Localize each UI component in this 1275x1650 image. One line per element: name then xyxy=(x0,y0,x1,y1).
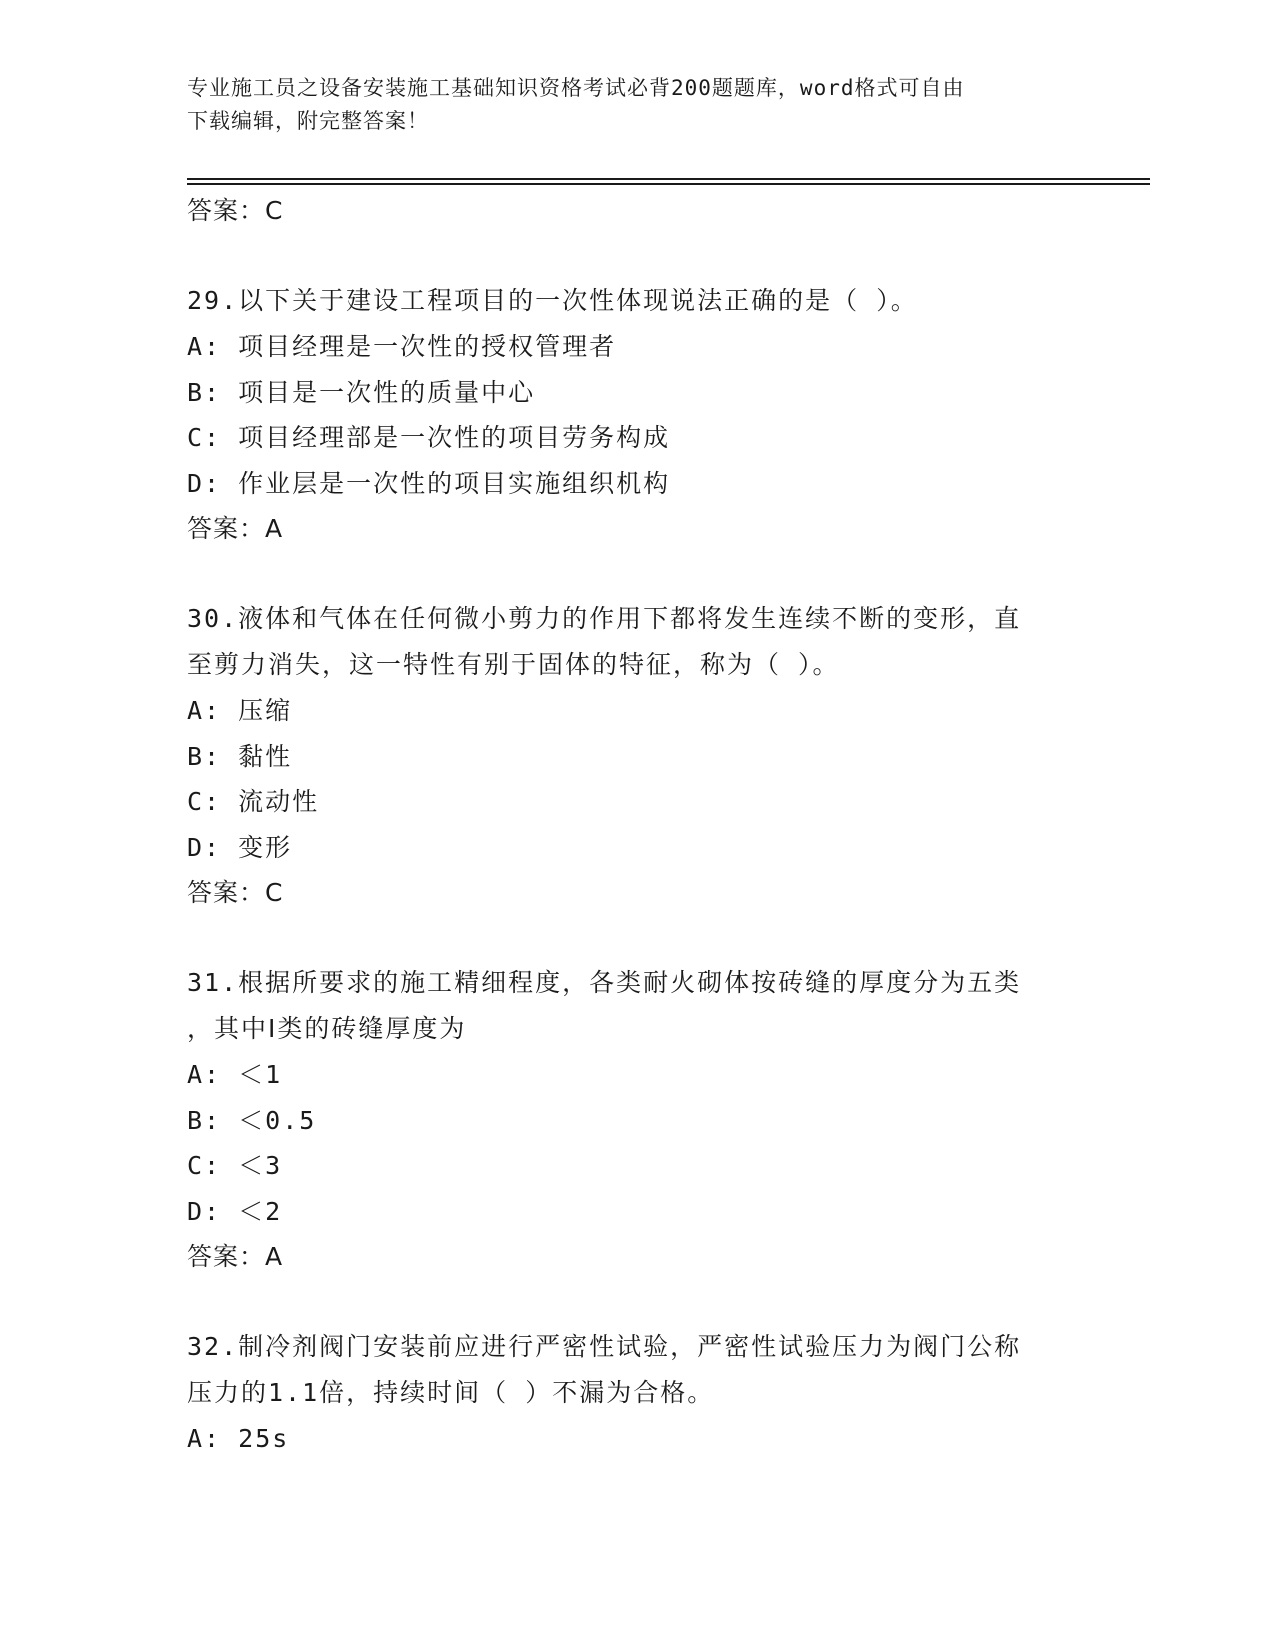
option-c: C: ＜3 xyxy=(187,1151,283,1180)
question-text-line: 31.根据所要求的施工精细程度，各类耐火砌体按砖缝的厚度分为五类 xyxy=(187,968,1022,997)
question-text-line: 30.液体和气体在任何微小剪力的作用下都将发生连续不断的变形，直 xyxy=(187,604,1022,633)
option-c: C: 项目经理部是一次性的项目劳务构成 xyxy=(187,423,671,452)
option-b: B: ＜0.5 xyxy=(187,1105,317,1135)
option-d: D: ＜2 xyxy=(187,1196,283,1226)
answer-29: 答案：A xyxy=(187,514,284,543)
option-b: B: 黏性 xyxy=(187,741,293,771)
question-text-line: 至剪力消失，这一特性有别于固体的特征，称为（ ）。 xyxy=(187,650,840,679)
question-text-line: ，其中Ⅰ类的砖缝厚度为 xyxy=(187,1014,467,1043)
question-text-line: 压力的1.1倍，持续时间（ ）不漏为合格。 xyxy=(187,1378,715,1407)
option-a: A: 25s xyxy=(187,1424,290,1453)
option-a: A: 压缩 xyxy=(187,696,293,725)
answer-previous: 答案：C xyxy=(187,196,284,225)
answer-31: 答案：A xyxy=(187,1242,284,1271)
option-c: C: 流动性 xyxy=(187,787,320,816)
option-b: B: 项目是一次性的质量中心 xyxy=(187,377,536,407)
question-text-line: 32.制冷剂阀门安装前应进行严密性试验，严密性试验压力为阀门公称 xyxy=(187,1332,1022,1361)
option-a: A: ＜1 xyxy=(187,1060,283,1089)
question-text-line: 29.以下关于建设工程项目的一次性体现说法正确的是（ ）。 xyxy=(187,286,918,315)
header-line-2: 下载编辑，附完整答案！ xyxy=(187,109,429,133)
question-29 xyxy=(187,278,1087,324)
answer-30: 答案：C xyxy=(187,878,284,907)
question-30 xyxy=(187,596,1087,688)
header-rule-top xyxy=(187,178,1150,180)
document-header xyxy=(187,72,1067,138)
header-line-1: 专业施工员之设备安装施工基础知识资格考试必背200题题库，word格式可自由 xyxy=(187,76,965,100)
header-rule-bottom xyxy=(187,183,1150,185)
question-32 xyxy=(187,1324,1087,1416)
option-d: D: 作业层是一次性的项目实施组织机构 xyxy=(187,468,671,498)
option-a: A: 项目经理是一次性的授权管理者 xyxy=(187,332,617,361)
document-body xyxy=(187,188,1087,1462)
question-31 xyxy=(187,960,1087,1052)
option-d: D: 变形 xyxy=(187,832,293,862)
